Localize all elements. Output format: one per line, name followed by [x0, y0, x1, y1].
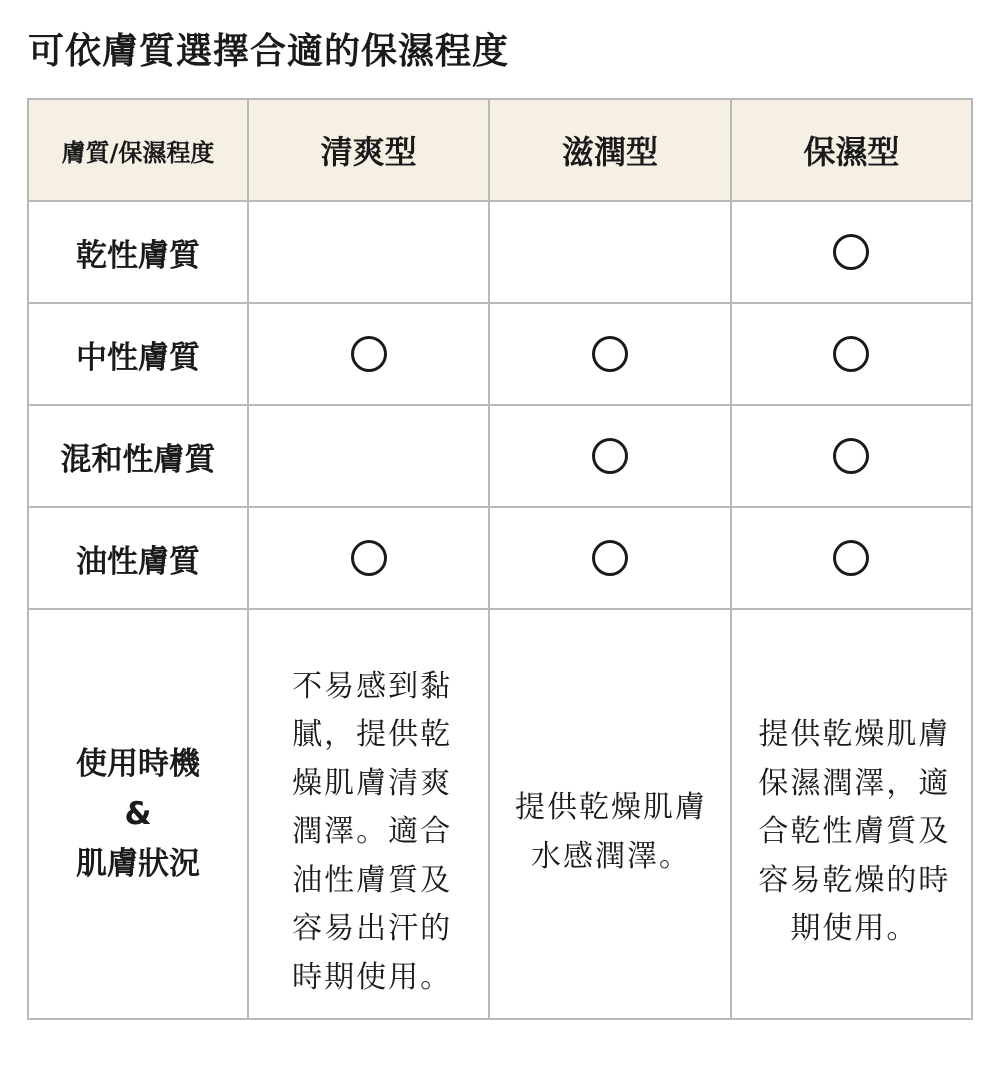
mark-cell: [489, 507, 730, 609]
mark-cell: [731, 303, 972, 405]
circle-mark-icon: [351, 336, 387, 372]
usage-label-line: 使用時機: [76, 746, 200, 782]
circle-mark-icon: [351, 540, 387, 576]
column-header-moisturizing: 保濕型: [731, 99, 972, 201]
circle-mark-icon: [833, 540, 869, 576]
column-header-light: 清爽型: [248, 99, 489, 201]
usage-label-line: 肌膚狀況: [76, 846, 200, 882]
usage-description: 提供乾燥肌膚保濕潤澤，適合乾性膚質及容易乾燥的時期使用。: [758, 717, 951, 947]
mark-cell: [489, 303, 730, 405]
mark-cell: [489, 201, 730, 303]
corner-header: 膚質/保濕程度: [28, 99, 248, 201]
row-header-normal-skin: 中性膚質: [28, 303, 248, 405]
skin-type-comparison-table: [27, 98, 973, 1020]
usage-description: 不易感到黏膩，提供乾燥肌膚清爽潤澤。適合油性膚質及容易出汗的時期使用。: [292, 668, 453, 995]
mark-cell: [731, 405, 972, 507]
mark-cell: [248, 201, 489, 303]
mark-cell: [731, 201, 972, 303]
row-header-dry-skin: 乾性膚質: [28, 201, 248, 303]
usage-description: 提供乾燥肌膚水感潤澤。: [514, 790, 707, 874]
table-row: [28, 201, 972, 303]
circle-mark-icon: [833, 234, 869, 270]
circle-mark-icon: [592, 438, 628, 474]
usage-cell-moisturizing: [731, 609, 972, 1019]
mark-cell: [731, 507, 972, 609]
mark-cell: [248, 303, 489, 405]
table-row: [28, 303, 972, 405]
usage-row: [28, 609, 972, 1019]
page-title: 可依膚質選擇合適的保濕程度: [28, 31, 510, 72]
mark-cell: [248, 405, 489, 507]
mark-cell: [489, 405, 730, 507]
column-header-rich: 滋潤型: [489, 99, 730, 201]
row-header-combination-skin: 混和性膚質: [28, 405, 248, 507]
mark-cell: [248, 507, 489, 609]
table-row: [28, 507, 972, 609]
usage-cell-light: [248, 609, 489, 1019]
row-header-usage: [28, 609, 248, 1019]
circle-mark-icon: [833, 336, 869, 372]
circle-mark-icon: [592, 540, 628, 576]
row-header-oily-skin: 油性膚質: [28, 507, 248, 609]
usage-cell-rich: [489, 609, 730, 1019]
usage-label-line: &: [124, 796, 152, 832]
table-header-row: [28, 99, 972, 201]
circle-mark-icon: [833, 438, 869, 474]
circle-mark-icon: [592, 336, 628, 372]
table-row: [28, 405, 972, 507]
